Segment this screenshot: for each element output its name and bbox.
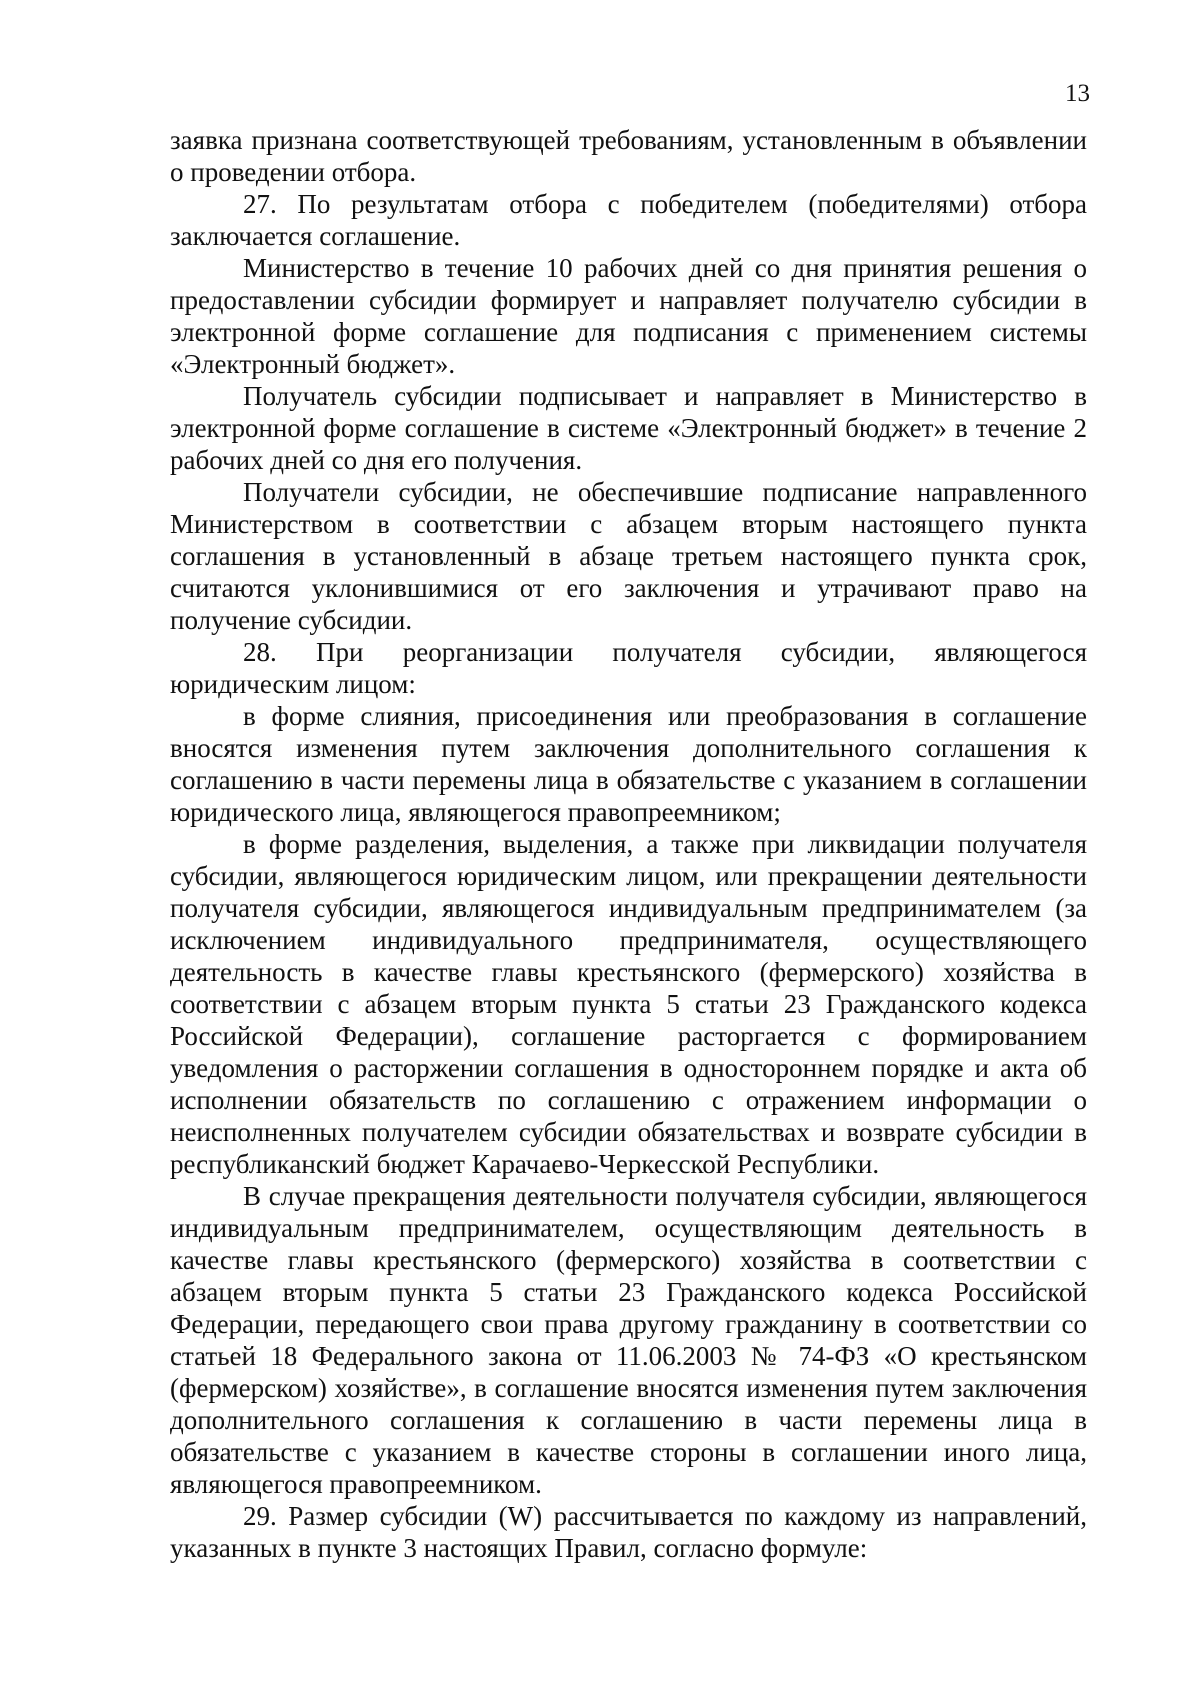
paragraph-item-28: 28. При реорганизации получателя субсидии, являющегося юридическим лицом: bbox=[170, 637, 1087, 699]
paragraph-recipient-signs: Получатель субсидии подписывает и направляет в Министерство в электронной форме соглашение в системе «Электронный бюджет» в течение 2 рабочих дней со дня его получения. bbox=[170, 381, 1087, 475]
paragraph-item-27: 27. По результатам отбора с победителем (победителями) отбора заключается соглашение. bbox=[170, 189, 1087, 251]
paragraph-termination-case: В случае прекращения деятельности получателя субсидии, являющегося индивидуальным предпринимателем, осуществляющим деятельность в качестве главы крестьянского (фермерского) хозяйства в соответствии с абзацем вторым пункта 5 статьи 23 Гражданского кодекса Российской Федерации, передающего свои права другому гражданину в соответствии со статьей 18 Федерального закона от 11.06.2003 № 74-ФЗ «О крестьянском (фермерском) хозяйстве», в соглашение вносятся изменения путем заключения дополнительного соглашения к соглашению в части перемены лица в обязательстве с указанием в качестве стороны в соглашении иного лица, являющегося правопреемником. bbox=[170, 1181, 1087, 1499]
paragraph-application-conformity: заявка признана соответствующей требованиям, установленным в объявлении о проведении отбора. bbox=[170, 125, 1087, 187]
paragraph-merger-form: в форме слияния, присоединения или преобразования в соглашение вносятся изменения путем заключения дополнительного соглашения к соглашению в части перемены лица в обязательстве с указанием в соглашении юридического лица, являющегося правопреемником; bbox=[170, 701, 1087, 827]
document-body bbox=[170, 124, 1087, 1564]
paragraph-recipients-evading: Получатели субсидии, не обеспечившие подписание направленного Министерством в соответствии с абзацем вторым настоящего пункта соглашения в установленный в абзаце третьем настоящего пункта срок, считаются уклонившимися от его заключения и утрачивают право на получение субсидии. bbox=[170, 477, 1087, 635]
paragraph-item-29: 29. Размер субсидии (W) рассчитывается по каждому из направлений, указанных в пункте 3 настоящих Правил, согласно формуле: bbox=[170, 1501, 1087, 1563]
paragraph-ministry-agreement: Министерство в течение 10 рабочих дней со дня принятия решения о предоставлении субсидии формирует и направляет получателю субсидии в электронной форме соглашение для подписания с применением системы «Электронный бюджет». bbox=[170, 253, 1087, 379]
paragraph-division-form: в форме разделения, выделения, а также при ликвидации получателя субсидии, являющегося юридическим лицом, или прекращении деятельности получателя субсидии, являющегося индивидуальным предпринимателем (за исключением индивидуального предпринимателя, осуществляющего деятельность в качестве главы крестьянского (фермерского) хозяйства в соответствии с абзацем вторым пункта 5 статьи 23 Гражданского кодекса Российской Федерации), соглашение расторгается с формированием уведомления о расторжении соглашения в одностороннем порядке и акта об исполнении обязательств по соглашению с отражением информации о неисполненных получателем субсидии обязательствах и возврате субсидии в республиканский бюджет Карачаево-Черкесской Республики. bbox=[170, 829, 1087, 1179]
page-number: 13 bbox=[1065, 80, 1090, 107]
